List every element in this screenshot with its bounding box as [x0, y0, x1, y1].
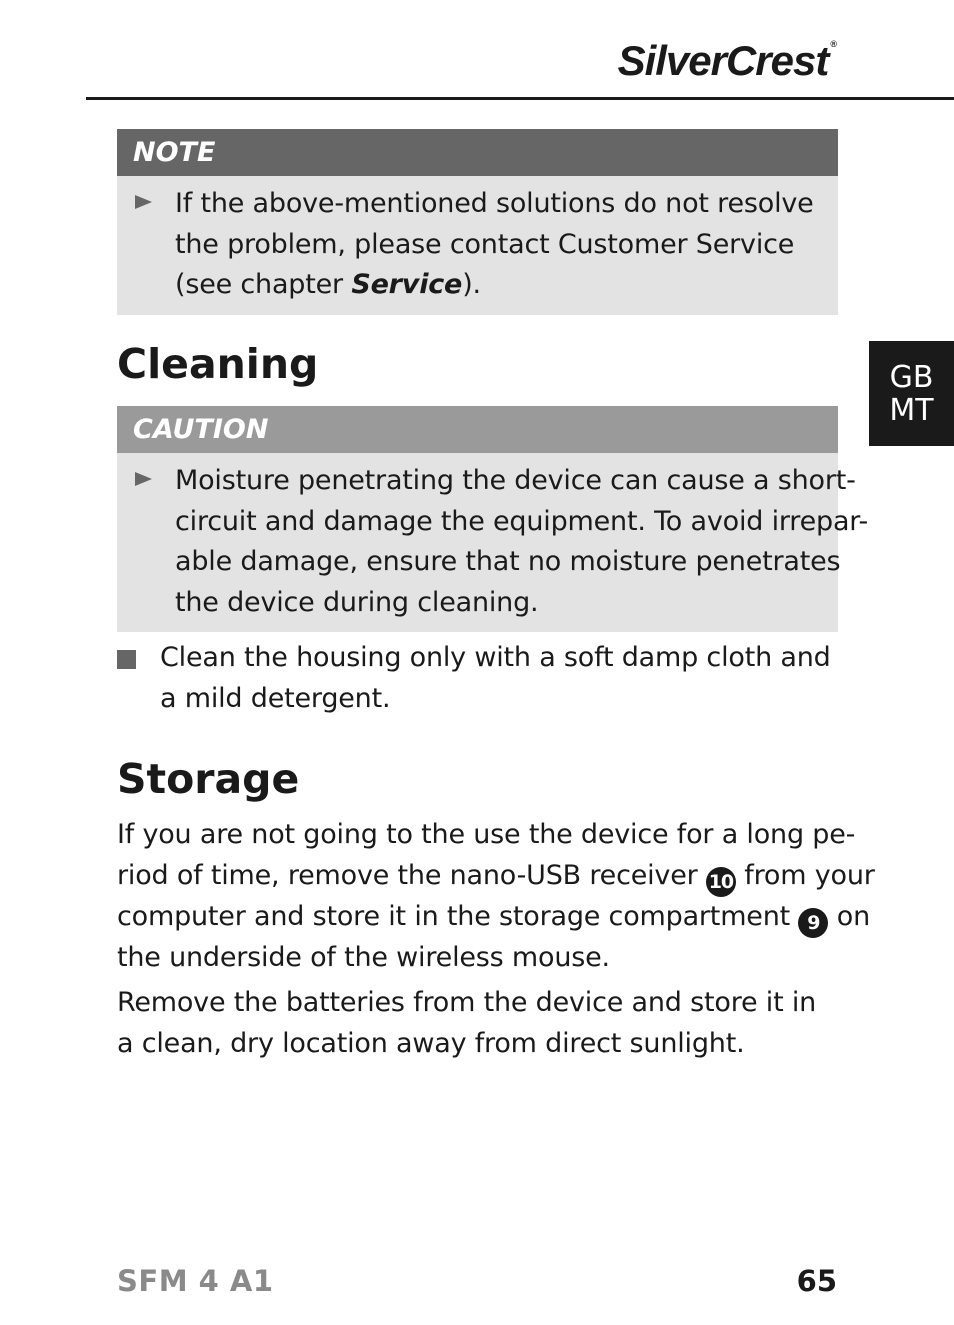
paragraph-line: If you are not going to the use the device for a long pe-: [117, 819, 856, 850]
paragraph-text: from your: [735, 859, 875, 891]
caution-box: [117, 406, 869, 632]
storage-paragraph-2: [117, 983, 857, 1064]
caution-heading: CAUTION: [117, 406, 838, 453]
caution-line: circuit and damage the equipment. To avoid irrepar-: [175, 505, 869, 537]
note-body: [117, 176, 838, 315]
paragraph-text: on: [828, 900, 871, 932]
paragraph-line: [117, 897, 871, 938]
square-bullet-icon: [117, 650, 136, 669]
note-text: (see chapter: [175, 269, 352, 300]
reference-number-10-icon: 10: [706, 867, 736, 897]
bullet-line: Clean the housing only with a soft damp cloth and: [160, 642, 831, 673]
language-tab: [869, 341, 954, 446]
paragraph-line: a clean, dry location away from direct sunlight.: [117, 1027, 745, 1059]
cleaning-title: Cleaning: [117, 340, 319, 388]
brand-name: SilverCrest: [617, 37, 829, 84]
paragraph-line: the underside of the wireless mouse.: [117, 941, 610, 973]
arrow-bullet-icon: [135, 472, 152, 486]
bullet-line: a mild detergent.: [160, 682, 391, 714]
note-line: If the above-mentioned solutions do not resolve: [175, 188, 814, 219]
arrow-bullet-icon: [135, 195, 152, 209]
paragraph-text: computer and store it in the storage compartment: [117, 900, 799, 932]
reference-number-9-icon: 9: [798, 908, 828, 938]
paragraph-line: Remove the batteries from the device and store it in: [117, 987, 817, 1018]
note-line-last: [175, 265, 822, 306]
language-code-mt: MT: [889, 393, 934, 428]
storage-paragraph-1: [117, 815, 875, 978]
footer-model: SFM 4 A1: [117, 1264, 274, 1298]
registered-mark: ®: [830, 39, 836, 49]
caution-line: Moisture penetrating the device can cause a short-: [175, 465, 856, 496]
caution-line: the device during cleaning.: [175, 586, 539, 618]
cleaning-bullet: [117, 638, 838, 719]
page-number: 65: [796, 1264, 837, 1298]
note-heading: NOTE: [117, 129, 838, 176]
caution-line: able damage, ensure that no moisture penetrates: [175, 546, 841, 577]
note-line: the problem, please contact Customer Service: [175, 228, 795, 260]
language-code-gb: GB: [889, 360, 934, 395]
note-box: [117, 129, 838, 315]
storage-title: Storage: [117, 755, 300, 803]
header-rule: [86, 97, 954, 100]
note-text: ).: [462, 269, 481, 300]
caution-body: [117, 453, 869, 632]
paragraph-line: [117, 856, 875, 897]
service-reference: Service: [351, 269, 463, 300]
brand-logo: [617, 37, 836, 84]
paragraph-text: riod of time, remove the nano-USB receiver: [117, 859, 706, 891]
